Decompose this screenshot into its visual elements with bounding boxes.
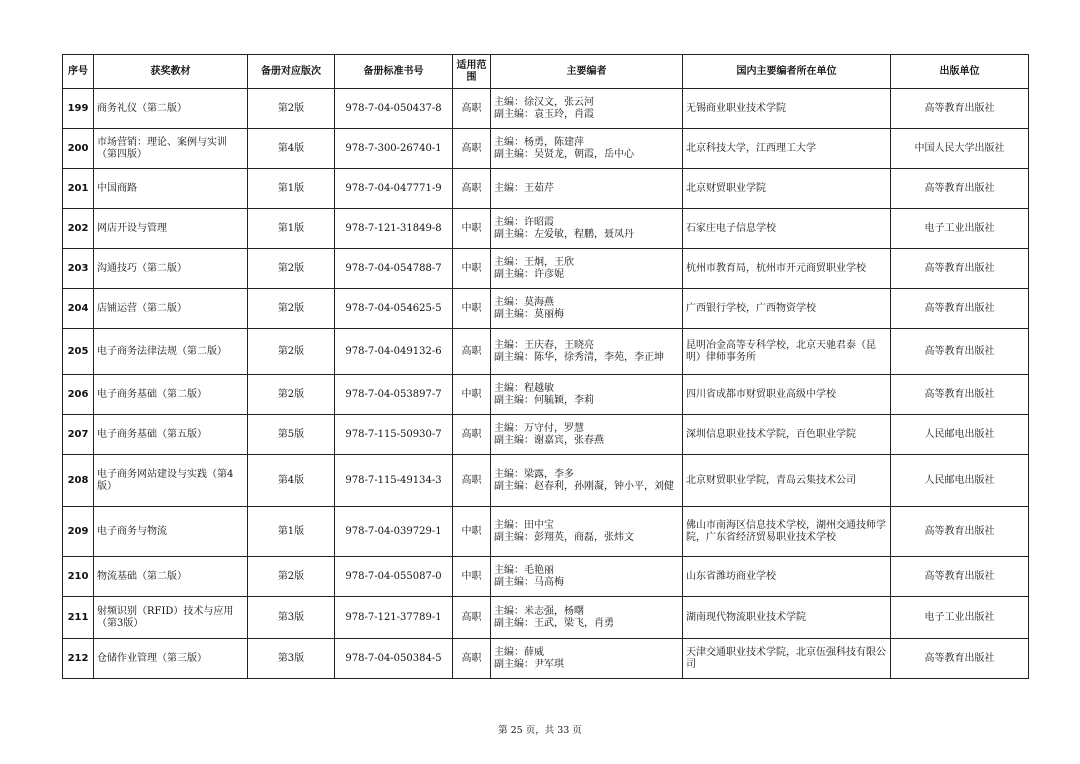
editors	[491, 329, 683, 375]
row-number: 204	[63, 289, 94, 329]
editors	[491, 639, 683, 679]
publisher: 高等教育出版社	[891, 329, 1029, 375]
book-title: 电子商务与物流	[94, 507, 248, 557]
row-number: 200	[63, 129, 94, 169]
isbn: 978-7-115-49134-3	[335, 455, 453, 507]
chief-editor: 主编：梁露，李多	[494, 468, 574, 480]
level: 高职	[453, 639, 491, 679]
table-row	[63, 209, 1029, 249]
isbn: 978-7-121-31849-8	[335, 209, 453, 249]
page-footer: 第 25 页，共 33 页	[498, 725, 582, 736]
row-number: 207	[63, 415, 94, 455]
edition: 第2版	[248, 375, 335, 415]
deputy-editor: 副主编：陈华，徐秀清，李苑，李正坤	[494, 351, 664, 363]
isbn: 978-7-04-054625-5	[335, 289, 453, 329]
header-units: 国内主要编者所在单位	[683, 55, 891, 89]
book-title: 仓储作业管理（第三版）	[94, 639, 248, 679]
editors	[491, 507, 683, 557]
publisher: 电子工业出版社	[891, 209, 1029, 249]
table-row	[63, 597, 1029, 639]
level: 高职	[453, 89, 491, 129]
isbn: 978-7-121-37789-1	[335, 597, 453, 639]
header-isbn: 备册标准书号	[335, 55, 453, 89]
isbn: 978-7-300-26740-1	[335, 129, 453, 169]
editors	[491, 249, 683, 289]
editor-units: 湖南现代物流职业技术学院	[683, 597, 891, 639]
edition: 第4版	[248, 129, 335, 169]
editor-units: 山东省潍坊商业学校	[683, 557, 891, 597]
table-row	[63, 639, 1029, 679]
isbn: 978-7-115-50930-7	[335, 415, 453, 455]
publisher: 高等教育出版社	[891, 639, 1029, 679]
editor-units: 四川省成都市财贸职业高级中学校	[683, 375, 891, 415]
chief-editor: 主编：万守付，罗慧	[494, 422, 584, 434]
edition: 第2版	[248, 89, 335, 129]
row-number: 201	[63, 169, 94, 209]
publisher: 高等教育出版社	[891, 289, 1029, 329]
table-row	[63, 289, 1029, 329]
chief-editor: 主编：徐汉文，张云河	[494, 96, 594, 108]
awards-table	[62, 54, 1029, 679]
table-row	[63, 129, 1029, 169]
chief-editor: 主编：莫海燕	[494, 296, 554, 308]
publisher: 人民邮电出版社	[891, 415, 1029, 455]
editor-units: 天津交通职业技术学院，北京伍强科技有限公司	[683, 639, 891, 679]
editor-units: 昆明冶金高等专科学校，北京天驰君泰（昆明）律师事务所	[683, 329, 891, 375]
book-title: 电子商务基础（第二版）	[94, 375, 248, 415]
edition: 第2版	[248, 249, 335, 289]
level: 高职	[453, 415, 491, 455]
publisher: 高等教育出版社	[891, 249, 1029, 289]
isbn: 978-7-04-055087-0	[335, 557, 453, 597]
row-number: 199	[63, 89, 94, 129]
chief-editor: 主编：毛艳丽	[494, 564, 554, 576]
row-number: 209	[63, 507, 94, 557]
header-editors: 主要编者	[491, 55, 683, 89]
deputy-editor: 副主编：马高梅	[494, 576, 564, 588]
table-row	[63, 455, 1029, 507]
editors	[491, 415, 683, 455]
level: 中职	[453, 557, 491, 597]
row-number: 205	[63, 329, 94, 375]
deputy-editor: 副主编：吴贤龙，朝霞，岳中心	[494, 148, 634, 160]
chief-editor: 主编：田中宝	[494, 519, 554, 531]
editor-units: 深圳信息职业技术学院，百色职业学院	[683, 415, 891, 455]
table-row	[63, 169, 1029, 209]
level: 中职	[453, 209, 491, 249]
deputy-editor: 副主编：袁玉玲，肖霞	[494, 108, 594, 120]
isbn: 978-7-04-053897-7	[335, 375, 453, 415]
editors	[491, 375, 683, 415]
level: 高职	[453, 169, 491, 209]
deputy-editor: 副主编：彭翔英，商磊，张炜文	[494, 531, 634, 543]
level: 中职	[453, 249, 491, 289]
isbn: 978-7-04-054788-7	[335, 249, 453, 289]
book-title: 电子商务网站建设与实践（第4版）	[94, 455, 248, 507]
deputy-editor: 副主编：尹军琪	[494, 658, 564, 670]
editors	[491, 169, 683, 209]
editor-units: 石家庄电子信息学校	[683, 209, 891, 249]
edition: 第4版	[248, 455, 335, 507]
editors	[491, 129, 683, 169]
chief-editor: 主编：米志强，杨曙	[494, 605, 584, 617]
publisher: 电子工业出版社	[891, 597, 1029, 639]
book-title: 沟通技巧（第二版）	[94, 249, 248, 289]
table-row	[63, 249, 1029, 289]
header-title: 获奖教材	[94, 55, 248, 89]
editor-units: 北京财贸职业学院	[683, 169, 891, 209]
row-number: 211	[63, 597, 94, 639]
row-number: 212	[63, 639, 94, 679]
level: 高职	[453, 597, 491, 639]
deputy-editor: 副主编：谢嘉宾，张春燕	[494, 434, 604, 446]
table-row	[63, 375, 1029, 415]
isbn: 978-7-04-050384-5	[335, 639, 453, 679]
level: 高职	[453, 129, 491, 169]
publisher: 高等教育出版社	[891, 89, 1029, 129]
level: 中职	[453, 507, 491, 557]
isbn: 978-7-04-050437-8	[335, 89, 453, 129]
editors	[491, 455, 683, 507]
row-number: 206	[63, 375, 94, 415]
isbn: 978-7-04-049132-6	[335, 329, 453, 375]
header-edition: 备册对应版次	[248, 55, 335, 89]
publisher: 高等教育出版社	[891, 557, 1029, 597]
header-publisher: 出版单位	[891, 55, 1029, 89]
row-number: 210	[63, 557, 94, 597]
edition: 第3版	[248, 639, 335, 679]
table-row	[63, 557, 1029, 597]
editors	[491, 289, 683, 329]
publisher: 高等教育出版社	[891, 507, 1029, 557]
book-title: 电子商务法律法规（第二版）	[94, 329, 248, 375]
header-no: 序号	[63, 55, 94, 89]
editor-units: 北京财贸职业学院，青岛云集技术公司	[683, 455, 891, 507]
deputy-editor: 副主编：何毓颖，李莉	[494, 394, 594, 406]
edition: 第1版	[248, 209, 335, 249]
book-title: 中国商路	[94, 169, 248, 209]
edition: 第5版	[248, 415, 335, 455]
header-level: 适用范围	[453, 55, 491, 89]
book-title: 射频识别（RFID）技术与应用（第3版）	[94, 597, 248, 639]
level: 高职	[453, 455, 491, 507]
row-number: 208	[63, 455, 94, 507]
chief-editor: 主编：许昭霞	[494, 216, 554, 228]
edition: 第2版	[248, 329, 335, 375]
table-row	[63, 415, 1029, 455]
editor-units: 杭州市教育局，杭州市开元商贸职业学校	[683, 249, 891, 289]
editors	[491, 597, 683, 639]
chief-editor: 主编：王茹芹	[494, 182, 554, 194]
publisher: 高等教育出版社	[891, 169, 1029, 209]
book-title: 网店开设与管理	[94, 209, 248, 249]
edition: 第1版	[248, 507, 335, 557]
editor-units: 佛山市南海区信息技术学校，湖州交通技师学院，广东省经济贸易职业技术学校	[683, 507, 891, 557]
editors	[491, 557, 683, 597]
chief-editor: 主编：薛威	[494, 646, 544, 658]
level: 中职	[453, 289, 491, 329]
editors	[491, 89, 683, 129]
publisher: 高等教育出版社	[891, 375, 1029, 415]
level: 中职	[453, 375, 491, 415]
book-title: 电子商务基础（第五版）	[94, 415, 248, 455]
book-title: 物流基础（第二版）	[94, 557, 248, 597]
editor-units: 北京科技大学，江西理工大学	[683, 129, 891, 169]
chief-editor: 主编：王炯，王欣	[494, 256, 574, 268]
edition: 第3版	[248, 597, 335, 639]
deputy-editor: 副主编：莫丽梅	[494, 308, 564, 320]
deputy-editor: 副主编：左爱敏，程鹏，聂凤丹	[494, 228, 634, 240]
book-title: 市场营销：理论、案例与实训（第四版）	[94, 129, 248, 169]
book-title: 店铺运营（第二版）	[94, 289, 248, 329]
table-row	[63, 507, 1029, 557]
table-row	[63, 329, 1029, 375]
editors	[491, 209, 683, 249]
chief-editor: 主编：杨勇，陈建萍	[494, 136, 584, 148]
publisher: 人民邮电出版社	[891, 455, 1029, 507]
chief-editor: 主编：程越敏	[494, 382, 554, 394]
edition: 第2版	[248, 289, 335, 329]
level: 高职	[453, 329, 491, 375]
deputy-editor: 副主编：许彦妮	[494, 268, 564, 280]
edition: 第2版	[248, 557, 335, 597]
row-number: 203	[63, 249, 94, 289]
isbn: 978-7-04-047771-9	[335, 169, 453, 209]
book-title: 商务礼仪（第二版）	[94, 89, 248, 129]
row-number: 202	[63, 209, 94, 249]
isbn: 978-7-04-039729-1	[335, 507, 453, 557]
edition: 第1版	[248, 169, 335, 209]
deputy-editor: 副主编：赵春利，孙刚凝，钟小平，刘健	[494, 480, 674, 492]
table-row	[63, 89, 1029, 129]
chief-editor: 主编：王庆春，王晓亮	[494, 339, 594, 351]
header-row	[63, 55, 1029, 89]
editor-units: 无锡商业职业技术学院	[683, 89, 891, 129]
deputy-editor: 副主编：王武，梁飞，肖勇	[494, 617, 614, 629]
publisher: 中国人民大学出版社	[891, 129, 1029, 169]
editor-units: 广西银行学校，广西物资学校	[683, 289, 891, 329]
